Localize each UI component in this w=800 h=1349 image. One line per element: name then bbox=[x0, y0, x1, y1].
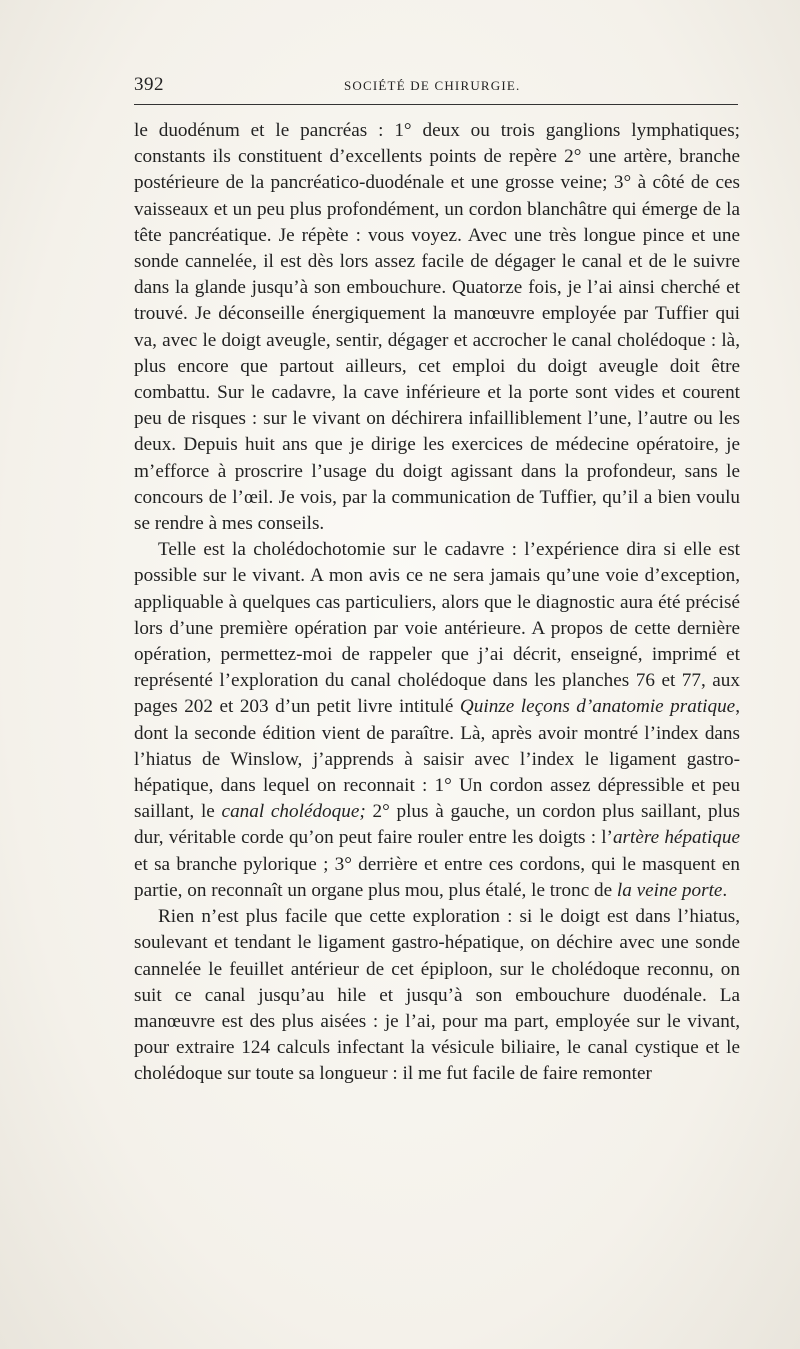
paragraph bbox=[134, 118, 740, 537]
header-rule bbox=[134, 104, 738, 105]
emphasis-term: la veine porte bbox=[616, 879, 723, 901]
paragraph bbox=[134, 537, 740, 904]
paragraph bbox=[134, 904, 740, 1087]
book-title: Quinze leçons d’anatomie pratique bbox=[459, 696, 736, 718]
body-text bbox=[134, 118, 740, 1088]
text-segment: Telle est la cholédochotomie sur le cadavre : l’expérience dira si elle est possible sur le vivant. A mon avis ce ne sera jamais qu’une voie d’exception, appliquable à quelques cas particuliers, alors que le diagnostic aura été précisé lors d’une première opération par voie antérieure. A propos de cette dernière opération, permettez-moi de rappeler que j’ai décrit, enseigné, imprimé et représenté l’exploration du canal cholédoque dans les planches 76 et 77, aux pages 202 et 203 d’un petit livre intitulé bbox=[134, 539, 740, 718]
emphasis-term: artère hépatique bbox=[612, 827, 740, 849]
text-segment: . bbox=[722, 879, 728, 901]
text-segment: , dont la seconde édition vient de paraître. Là, après avoir montré l’index dans l’hiatus de Winslow, j’apprends à saisir avec l’index le ligament gastro-hépatique, dans lequel on reconnait : 1° Un cordon assez dépressible et peu saillant, le bbox=[134, 696, 740, 823]
text-segment: Rien n’est plus facile que cette exploration : si le doigt est dans l’hiatus, soulevant et tendant le ligament gastro-hépatique, on déchire avec une sonde cannelée le feuillet antérieur de cet épiploon, sur le cholédoque reconnu, on suit ce canal jusqu’au hile et jusqu’à son embouchure duodénale. La manœuvre est des plus aisées : je l’ai, pour ma part, employée sur le vivant, pour extraire 124 calculs infectant la vésicule biliaire, le canal cystique et le cholédoque sur toute sa longueur : il me fut facile de faire remonter bbox=[134, 906, 740, 1085]
running-head: SOCIÉTÉ DE CHIRURGIE. bbox=[344, 78, 521, 93]
page-number: 392 bbox=[134, 74, 164, 95]
emphasis-term: canal cholédoque; bbox=[221, 801, 366, 823]
page-header bbox=[134, 74, 738, 100]
text-segment: le duodénum et le pancréas : 1° deux ou trois ganglions lymphatiques; constants ils constituent d’excellents points de repère 2° une artère, branche postérieure de la pancréatico-duodénale et une grosse veine; 3° à côté de ces vaisseaux et un peu plus profondément, un cordon blanchâtre qui émerge de la tête pancréatique. Je répète : vous voyez. Avec une très longue pince et une sonde cannelée, il est dès lors assez facile de dégager le canal et de le suivre dans la glande jusqu’à son embouchure. Quatorze fois, je l’ai ainsi cherché et trouvé. Je déconseille énergiquement la manœuvre employée par Tuffier qui va, avec le doigt aveugle, sentir, dégager et accrocher le canal cholédoque : là, plus encore que partout ailleurs, cet emploi du doigt aveugle doit être combattu. Sur le cadavre, la cave inférieure et la porte sont vides et courent peu de risques : sur le vivant on déchirera infailliblement l’une, l’autre ou les deux. Depuis huit ans que je dirige les exercices de médecine opératoire, je m’efforce à proscrire l’usage du doigt agissant dans la profondeur, sans le concours de l’œil. Je vois, par la communication de Tuffier, qu’il a bien voulu se rendre à mes conseils. bbox=[134, 120, 740, 535]
text-segment: 2° plus à gauche, un cordon plus saillant, plus dur, véritable corde qu’on peut faire rouler entre les doigts : l’ bbox=[134, 801, 740, 849]
text-segment: et sa branche pylorique ; 3° derrière et entre ces cordons, qui le masquent en partie, on reconnaît un organe plus mou, plus étalé, le tronc de bbox=[134, 853, 740, 901]
